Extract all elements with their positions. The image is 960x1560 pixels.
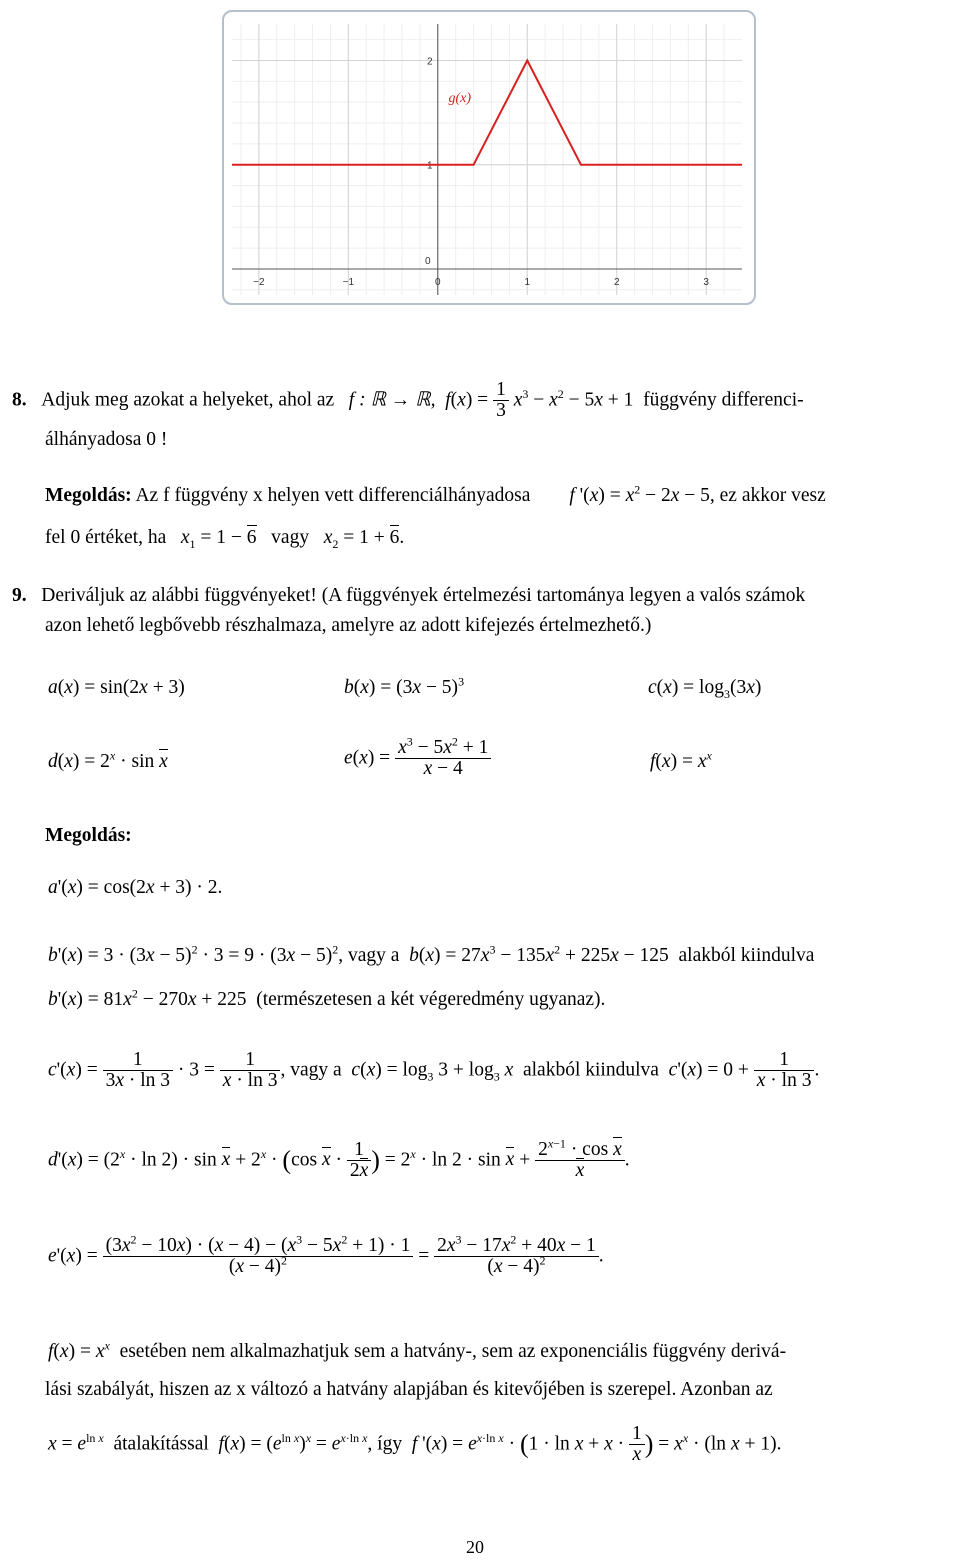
deriv-b-line1: $b'(x) = 3 \cdot (3x - 5)^2 \cdot 3 = 9 \cdot (3x - 5)^2$, vagy a $b(x) = 27x^3 - 135x^2 + 225x - 125$ alakból kiindulva — [48, 942, 815, 966]
deriv-b-tail: alakból kiindulva — [678, 945, 815, 966]
page-number: 20 — [466, 1537, 484, 1557]
deriv-f-text2: lási szabályát, hiszen az x változó a hatvány alapjában és kitevőjében is szerepel. Azonban az — [45, 1379, 773, 1400]
deriv-f-text3b: , így — [367, 1433, 403, 1455]
solution-8-text: Az f függvény x helyen vett differenciálhányadosa — [135, 485, 531, 506]
problem-9-text1: Deriváljuk az alábbi függvényeket! (A függvények értelmezési tartománya legyen a valós számok — [41, 585, 806, 606]
x-tick-label: 2 — [613, 276, 620, 288]
solution-8-line2: fel 0 értéket, ha $x_1 = 1 - 6$ vagy $x_2 = 1 + 6$. — [45, 527, 405, 551]
y-tick-label: 0 — [425, 255, 431, 267]
function-label: g(x) — [448, 91, 472, 107]
deriv-b-note: (természetesen a két végeredmény ugyanaz). — [256, 989, 606, 1010]
fraction-one-third: $\frac{1}{3}$ — [493, 380, 509, 422]
problem-8-domain: f : ℝ → ℝ, — [348, 389, 436, 411]
x-tick-label: 1 — [524, 276, 531, 288]
deriv-f-line3: $x = e^{ln x}$ átalakítással $f(x) = (e^{ln x})^x = e^{x\cdot ln x}$, így f '$(x) = e^{x\cdot ln x} \cdot (1 \cdot \ln x + x$ · $\frac{1}{x}$ ) = $x^x \cdot (\ln$ x + 1). — [48, 1423, 782, 1466]
deriv-e: e'(x) = $\frac{(3x^2 - 10x) \cdot (x - 4) - (x^3 - 5x^2 + 1) \cdot 1}{(x - 4)^2}$ = $\frac{2x^3 - 17x^2 + 40x - 1}{(x - 4)^2}$ . — [48, 1232, 604, 1278]
series-line-g — [232, 60, 742, 164]
y-tick-label: 2 — [427, 56, 433, 68]
problem-8-line1: 8. Adjuk meg azokat a helyeket, ahol az f : ℝ → ℝ, f(x) = $\frac{1}{3}$ $x^3 - x^2 - 5x + 1$ függvény differenci- — [12, 379, 804, 422]
func-d: $d(x) = 2^x \cdot \sin x$ — [48, 748, 168, 772]
func-e: e(x) = $\frac{x^3 - 5x^2 + 1}{x - 4}$ — [344, 738, 491, 780]
deriv-c-tail: alakból kiindulva — [522, 1059, 659, 1081]
x-tick-label: 3 — [703, 276, 709, 288]
deriv-d: $d'(x) = (2^x \cdot \ln 2) \cdot \sin x + 2^x \cdot (\cos$ x · $\frac{1}{2x}$ ) = $2^x \cdot \ln 2 \cdot \sin x$ + $\frac{2^{x-1} \cdot \cos x}{x}$ . — [48, 1136, 630, 1182]
deriv-b-line2: $b'(x) = 81x^2 - 270x + 225$ (természetesen a két végeredmény ugyanaz). — [48, 986, 606, 1010]
x-tick-label: 0 — [435, 276, 441, 288]
func-c: $c(x) = \log_3(3x)$ — [648, 677, 762, 701]
func-b: $b(x) = (3x - 5)^3$ — [344, 674, 465, 698]
graph-figure — [222, 10, 756, 305]
problem-9-line1 — [12, 586, 805, 606]
func-a: a(x) = sin(2x + 3) — [48, 677, 185, 698]
problem-8-text: Adjuk meg azokat a helyeket, ahol az — [41, 389, 335, 411]
problem-9-number: 9. — [12, 585, 27, 606]
func-f: $f(x) = x^x$ — [650, 748, 712, 772]
solution-8-line2-a: fel 0 értéket, ha — [45, 527, 167, 548]
problem-8-number: 8. — [12, 389, 27, 411]
solution-8-or: vagy — [271, 527, 310, 548]
problem-8-tail: függvény differenci- — [643, 389, 804, 411]
problem-8-line2: álhányadosa 0 ! — [45, 429, 168, 450]
solution-label: Megoldás: — [45, 485, 132, 506]
deriv-b-or: , vagy a — [338, 945, 400, 966]
deriv-c: c'(x) = $\frac{1}{3x \cdot \ln 3}$ · 3 = $\frac{1}{x \cdot \ln 3}$ , vagy a $c(x) = \log_3 3 + \log_3 x$ alakból kiindulva c'(x) = 0 + $\frac{1}{x \cdot \ln 3}$ . — [48, 1049, 820, 1092]
x-tick-label: −2 — [253, 276, 265, 288]
deriv-a: a'(x) = cos(2x + 3) · 2. — [48, 877, 223, 898]
problem-9-text2: azon lehető legbővebb részhalmaza, amelyre az adott kifejezés értelmezhető.) — [45, 615, 652, 636]
solution-8-line1: Megoldás: Az f függvény x helyen vett differenciálhányadosa f '$(x) = x^2 - 2x - 5$, ez akkor vesz — [45, 482, 826, 506]
solution-9-label: Megoldás: — [45, 825, 132, 846]
deriv-f-text1: esetében nem alkalmazhatjuk sem a hatvány-, sem az exponenciális függvény derivá- — [119, 1341, 787, 1362]
solution-8-tail: , ez akkor vesz — [709, 485, 826, 506]
deriv-f-text3a: átalakítással — [113, 1433, 209, 1455]
x-tick-label: −1 — [342, 276, 355, 288]
deriv-f-line1: $f(x) = x^x$ esetében nem alkalmazhatjuk sem a hatvány-, sem az exponenciális függvény derivá- — [48, 1338, 787, 1362]
deriv-c-or: , vagy a — [280, 1059, 342, 1081]
problem-8-formula: f — [445, 389, 451, 411]
function-graph — [224, 12, 754, 303]
y-tick-label: 1 — [427, 160, 433, 172]
